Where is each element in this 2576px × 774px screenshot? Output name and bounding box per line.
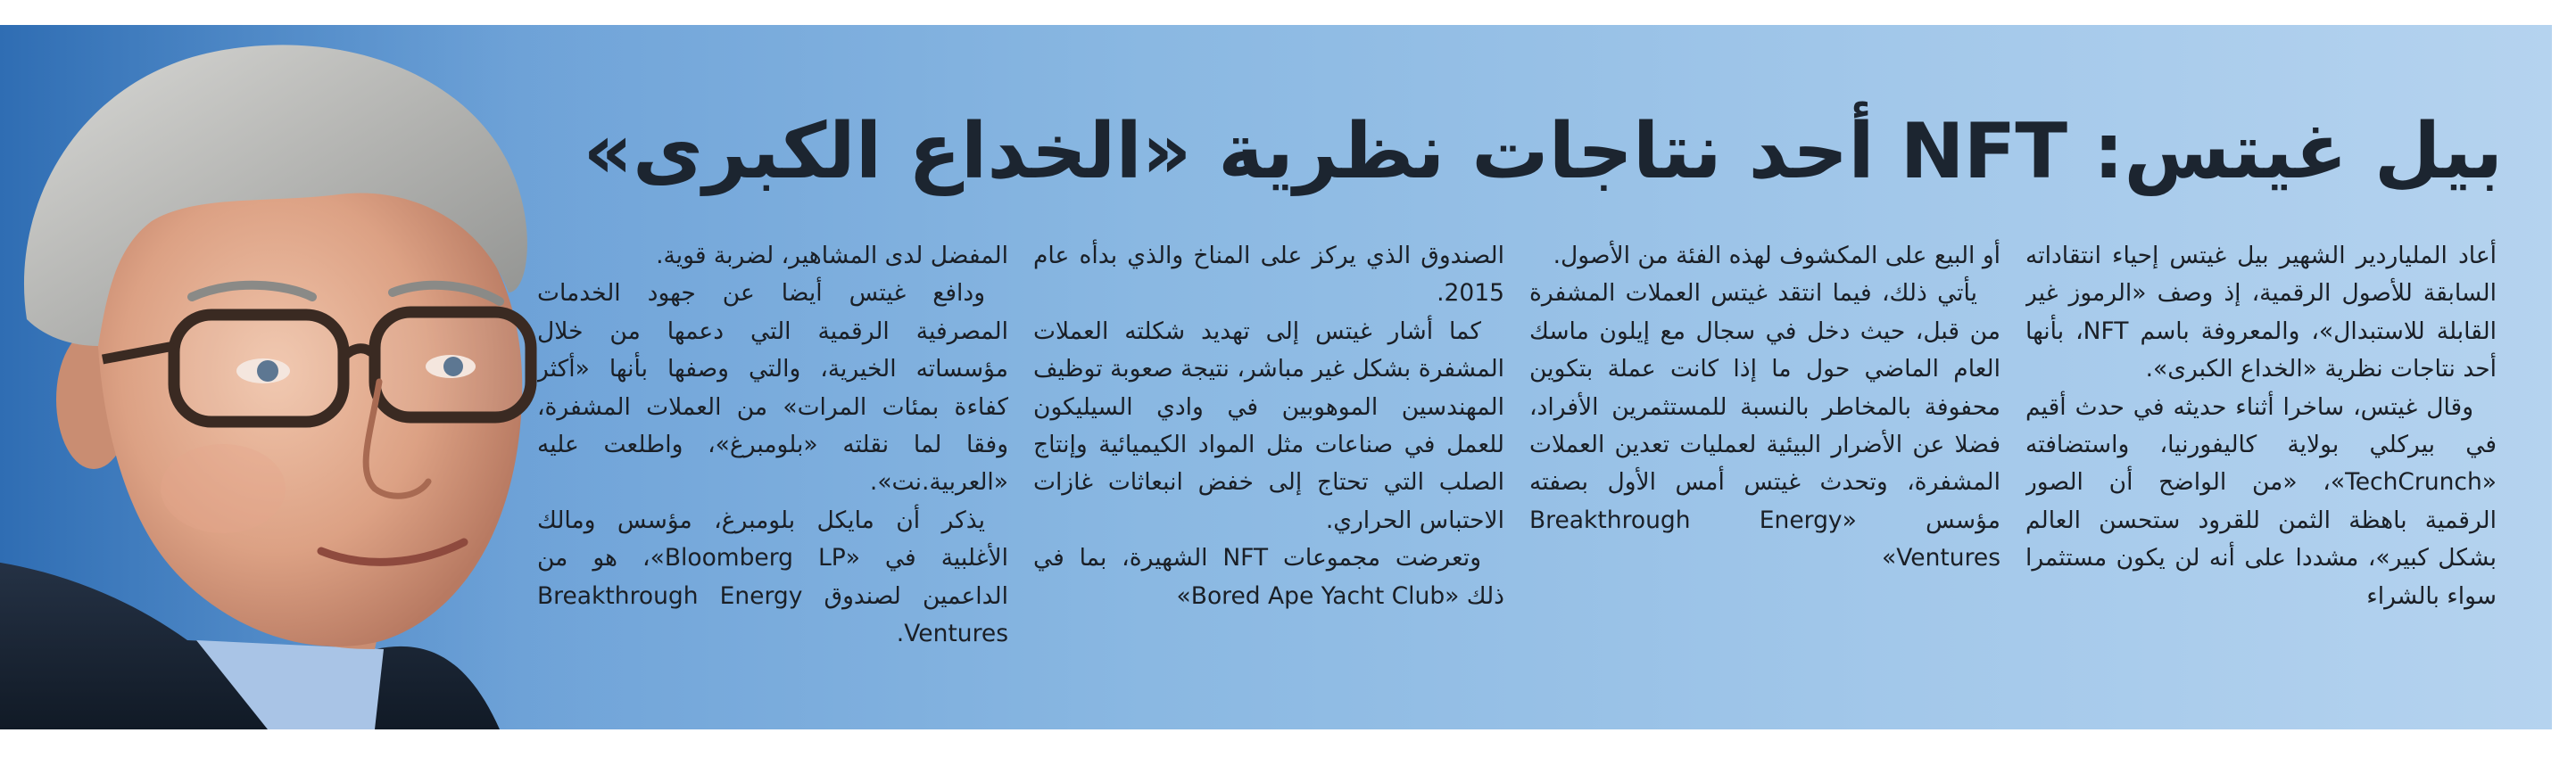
paragraph: الصندوق الذي يركز على المناخ والذي بدأه عام 2015. (1033, 242, 1504, 308)
paragraph: وقال غيتس، ساخرا أثناء حديثه في حدث أقيم في بيركلي بولاية كاليفورنيا، واستضافته «TechCrunch»، «من الواضح أن الصور الرقمية باهظة الثمن للقرود ستحسن العالم بشكل كبير»، مشددا على أنه لن يكون مستثمرا سواء بالشراء (2025, 392, 2497, 610)
paragraph: أعاد الملياردير الشهير بيل غيتس إحياء انتقاداته السابقة للأصول الرقمية، إذ وصف «الرموز غير القابلة للاستبدال»، والمعروفة باسم NFT، بأنها أحد نتاجات نظرية «الخداع الكبرى». (2025, 242, 2497, 383)
article-panel (0, 25, 2552, 729)
paragraph: يأتي ذلك، فيما انتقد غيتس العملات المشفرة من قبل، حيث دخل في سجال مع إيلون ماسك العام الماضي حول ما إذا كانت عملة بتكوين محفوفة بالمخاطر بالنسبة للمستثمرين الأفراد، فضلا عن الأضرار البيئية لعمليات تعدين العملات المشفرة، وتحدث غيتس أمس الأول بصفته مؤسس «Breakthrough Energy Ventures» (1529, 279, 2000, 572)
portrait-photo (0, 25, 625, 729)
paragraph: ودافع غيتس أيضا عن جهود الخدمات المصرفية الرقمية التي دعمها من خلال مؤسساته الخيرية، والتي وصفها بأنها «أكثر كفاءة بمئات المرات» من العملات المشفرة، وفقا لما نقلته «بلومبرغ»، واطلعت عليه «العربية.نت». (537, 279, 1008, 497)
paragraph: وتعرضت مجموعات NFT الشهيرة، بما في ذلك «Bored Ape Yacht Club» (1033, 544, 1504, 610)
article-column-4 (537, 237, 1008, 719)
article-column-1 (2025, 237, 2497, 719)
paragraph: المفضل لدى المشاهير، لضربة قوية. (656, 242, 1008, 269)
paragraph: كما أشار غيتس إلى تهديد شكلته العملات المشفرة بشكل غير مباشر، نتيجة صعوبة توظيف المهندسين الموهوبين في وادي السيليكون للعمل في صناعات مثل المواد الكيميائية وإنتاج الصلب التي تحتاج إلى خفض انبعاثات غازات الاحتباس الحراري. (1033, 317, 1504, 534)
paragraph: يذكر أن مايكل بلومبرغ، مؤسس ومالك الأغلبية في «Bloomberg LP»، هو من الداعمين لصندوق Breakthrough Energy Ventures. (537, 506, 1008, 648)
article-column-2 (1529, 237, 2000, 719)
article-column-3 (1033, 237, 1504, 719)
article-headline: بيل غيتس: NFT أحد نتاجات نظرية «الخداع الكبرى» (583, 107, 2503, 196)
paragraph: أو البيع على المكشوف لهذه الفئة من الأصول. (1553, 242, 2000, 269)
